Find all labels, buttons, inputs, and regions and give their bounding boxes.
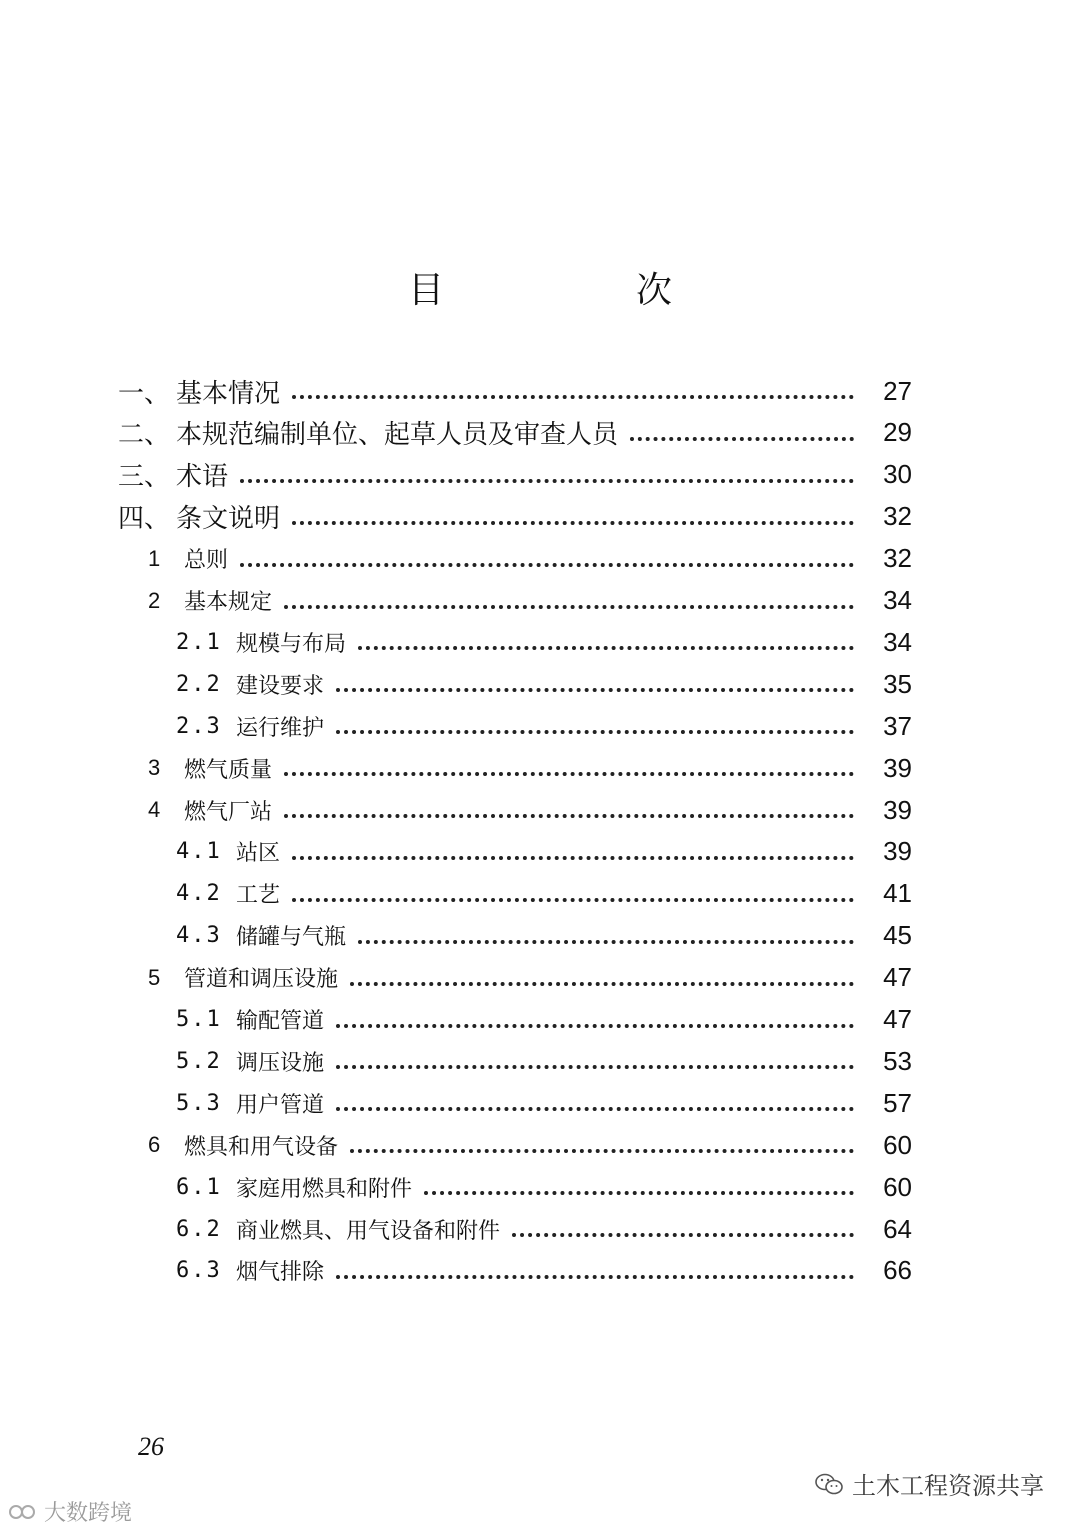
toc-entry[interactable] <box>176 999 912 1041</box>
toc-entry[interactable] <box>176 663 912 705</box>
toc-entry[interactable] <box>176 705 912 747</box>
toc-entry-page: 64 <box>883 1213 912 1244</box>
toc-entry-number: 6.1 <box>176 1174 222 1200</box>
toc-leader-dots <box>284 814 854 818</box>
toc-entry[interactable] <box>118 412 912 454</box>
toc-entry-page: 39 <box>883 836 912 867</box>
toc-entry-number: 2.3 <box>176 713 222 739</box>
toc-entry-number: 4 <box>148 797 161 822</box>
toc-entry-page: 39 <box>883 794 912 825</box>
toc-entry-number: 3 <box>148 755 161 781</box>
toc-entry-number: 四、 <box>118 504 171 535</box>
toc-entry-page: 30 <box>883 459 912 490</box>
toc-entry-label: 术语 <box>176 462 229 493</box>
toc-entry-page: 47 <box>883 962 912 993</box>
toc-entry-label: 运行维护 <box>236 715 325 741</box>
toc-leader-dots <box>350 982 854 986</box>
toc-entry-page: 57 <box>883 1087 912 1118</box>
toc-entry-label: 建设要求 <box>236 673 325 699</box>
toc-entry[interactable] <box>176 873 912 915</box>
toc-entry-page: 53 <box>883 1045 912 1076</box>
toc-leader-dots <box>336 730 854 734</box>
toc-entry[interactable] <box>118 370 912 412</box>
toc-entry-number: 5 <box>148 964 161 990</box>
toc-entry[interactable] <box>176 1082 912 1124</box>
toc-leader-dots <box>292 856 854 860</box>
toc-leader-dots <box>336 1024 854 1028</box>
toc-entry-page: 47 <box>883 1004 912 1034</box>
toc-entry-page: 41 <box>883 878 912 909</box>
toc-entry-label: 燃气厂站 <box>184 799 273 825</box>
watermark-right <box>814 1466 1044 1501</box>
toc-leader-dots <box>424 1191 854 1195</box>
brand-logo-icon <box>8 1500 38 1524</box>
watermark-left <box>8 1496 132 1527</box>
toc-entry-page: 60 <box>883 1171 912 1202</box>
toc-entry-page: 32 <box>883 543 912 574</box>
toc-entry-number: 2 <box>148 587 161 613</box>
toc-entry[interactable] <box>176 1040 912 1082</box>
toc-entry-label: 输配管道 <box>236 1009 325 1034</box>
toc-entry-label: 条文说明 <box>176 504 281 535</box>
toc-entry-label: 燃气质量 <box>184 757 273 783</box>
toc-entry-label: 基本规定 <box>184 590 273 615</box>
toc-entry-page: 27 <box>883 375 912 406</box>
toc-entry[interactable] <box>118 454 912 496</box>
toc-entry-number: 4.1 <box>176 839 222 865</box>
toc-entry-page: 34 <box>883 585 912 615</box>
toc-entry-label: 商业燃具、用气设备和附件 <box>236 1218 501 1244</box>
toc-entry-label: 燃具和用气设备 <box>184 1134 339 1160</box>
toc-entry-page: 45 <box>883 920 912 951</box>
toc-entry-page: 60 <box>883 1129 912 1160</box>
page-title: 目 次 <box>407 270 750 311</box>
toc-leader-dots <box>284 772 854 776</box>
toc-leader-dots <box>630 437 854 441</box>
toc-entry-label: 工艺 <box>236 883 281 909</box>
toc-entry-label: 烟气排除 <box>236 1260 325 1286</box>
toc-entry-number: 4.3 <box>176 923 222 949</box>
toc-entry-number: 三、 <box>118 462 171 493</box>
toc-entry-page: 39 <box>883 752 912 783</box>
toc-entry-number: 5.2 <box>176 1048 222 1074</box>
toc-entry-number: 1 <box>148 545 161 571</box>
toc-leader-dots <box>358 940 854 944</box>
toc-entry-label: 家庭用燃具和附件 <box>236 1176 413 1202</box>
toc-entry-number: 5.1 <box>176 1007 222 1032</box>
toc-entry-number: 2.1 <box>176 629 222 655</box>
toc-entry[interactable] <box>176 621 912 663</box>
toc-entry[interactable] <box>148 538 912 580</box>
toc-leader-dots <box>336 1275 854 1279</box>
toc-leader-dots <box>292 521 854 525</box>
toc-entry[interactable] <box>148 957 912 999</box>
toc-leader-dots <box>240 563 854 567</box>
toc-entry-page: 32 <box>883 501 912 532</box>
toc-entry[interactable] <box>176 1250 912 1292</box>
toc-leader-dots <box>336 1107 854 1111</box>
toc-entry-label: 基本情况 <box>176 378 281 409</box>
toc-entry-number: 二、 <box>118 420 171 451</box>
toc-entry[interactable] <box>118 496 912 538</box>
toc-leader-dots <box>240 479 854 483</box>
toc-entry[interactable] <box>176 915 912 957</box>
toc-entry[interactable] <box>148 1124 912 1166</box>
toc-leader-dots <box>512 1233 854 1237</box>
toc-entry-page: 35 <box>883 668 912 699</box>
toc-entry[interactable] <box>148 747 912 789</box>
toc-entry-label: 站区 <box>236 841 281 867</box>
toc-entry-number: 2.2 <box>176 671 222 697</box>
toc-entry[interactable] <box>176 1208 912 1250</box>
toc-entry[interactable] <box>176 831 912 873</box>
watermark-right-text: 土木工程资源共享 <box>852 1472 1044 1500</box>
watermark-left-text: 大数跨境 <box>44 1501 133 1526</box>
toc-entry-label: 用户管道 <box>236 1092 325 1118</box>
toc-entry-number: 6 <box>148 1132 161 1158</box>
toc-entry-page: 34 <box>883 626 912 657</box>
toc-entry-number: 5.3 <box>176 1090 222 1116</box>
toc-entry-number: 4.2 <box>176 881 222 907</box>
toc-entry-label: 规模与布局 <box>236 631 347 657</box>
toc-entry-page: 66 <box>883 1255 912 1286</box>
toc-entry-page: 37 <box>883 710 912 741</box>
toc-entry-label: 管道和调压设施 <box>184 967 339 993</box>
toc-entry[interactable] <box>176 1166 912 1208</box>
toc-entry-number: 一、 <box>118 378 171 409</box>
toc-entry-number: 6.3 <box>176 1258 222 1284</box>
toc-leader-dots <box>350 1149 854 1153</box>
toc-entry-label: 调压设施 <box>236 1050 325 1076</box>
toc-entry[interactable] <box>148 789 912 831</box>
toc-entry-label: 本规范编制单位、起草人员及审查人员 <box>176 420 619 451</box>
toc-leader-dots <box>292 898 854 902</box>
toc-entry-page: 29 <box>883 417 912 448</box>
toc-leader-dots <box>292 395 854 399</box>
toc-leader-dots <box>336 1065 854 1069</box>
toc-leader-dots <box>358 646 854 650</box>
toc-entry-label: 储罐与气瓶 <box>236 925 347 951</box>
toc-leader-dots <box>284 605 854 609</box>
toc-entry-label: 总则 <box>184 548 229 574</box>
page-number: 26 <box>138 1432 164 1461</box>
toc-entry-number: 6.2 <box>176 1216 222 1242</box>
wechat-icon <box>814 1472 844 1496</box>
toc-leader-dots <box>336 688 854 692</box>
toc-entry[interactable] <box>148 580 912 622</box>
